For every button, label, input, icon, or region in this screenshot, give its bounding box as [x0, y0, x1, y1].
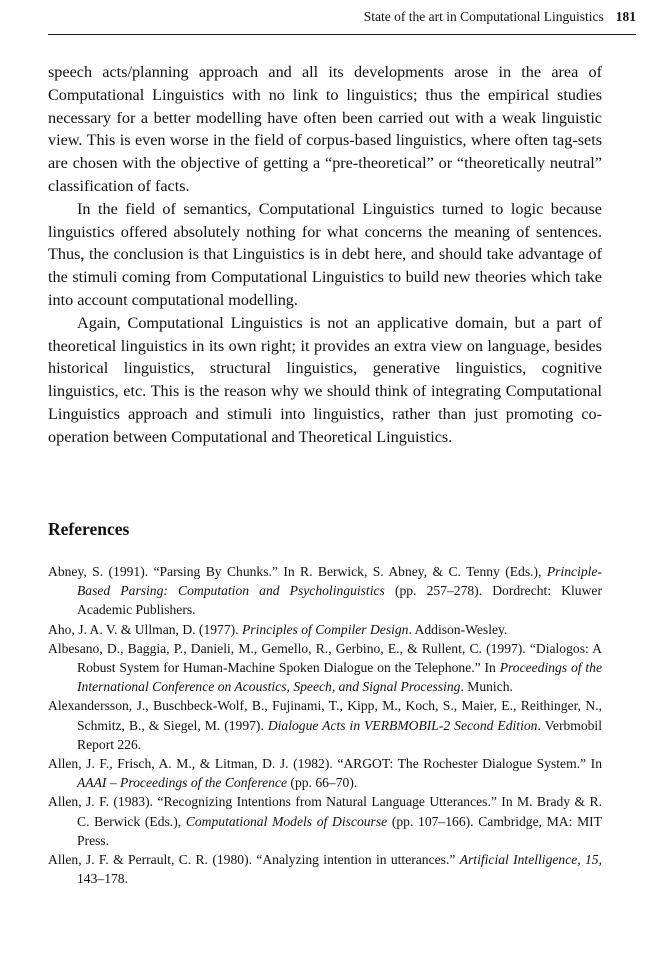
- reference-title: AAAI – Proceedings of the Conference: [77, 775, 288, 791]
- reference-entry: [48, 850, 602, 888]
- running-title: State of the art in Computational Linguistics: [363, 9, 604, 24]
- references-heading: References: [48, 519, 130, 539]
- reference-entry: [48, 620, 602, 639]
- reference-publisher: (pp. 107–166). Cambridge, MA: MIT Press.: [77, 813, 602, 848]
- reference-entry: [48, 754, 602, 792]
- paragraph: Again, Computational Linguistics is not an applicative domain, but a part of theoretical linguistics in its own right; it provides an extra view on language, besides historical linguistics, structural linguistics, generative linguistics, cognitive linguistics, etc. This is the reason why we should think of integrating Computational Linguistics approach and stimuli into linguistics, rather than just promoting co-operation between Computational and Theoretical Linguistics.: [48, 313, 602, 446]
- reference-entry: [48, 792, 602, 850]
- reference-publisher: (pp. 66–70).: [287, 775, 358, 791]
- reference-publisher: , 143–178.: [77, 852, 602, 887]
- body-text: [48, 61, 602, 449]
- reference-authors: Allen, J. F., Frisch, A. M., & Litman, D. J. (1982). “ARGOT: The Rochester Dialogue System.” In: [48, 756, 602, 772]
- reference-publisher: . Verbmobil Report 226.: [77, 717, 602, 752]
- reference-title: Principle-Based Parsing: Computation and Psycholinguistics: [77, 564, 602, 599]
- reference-authors: Albesano, D., Baggia, P., Danieli, M., Gemello, R., Gerbino, E., & Rullent, C. (1997). “Dialogos: A Robust System for Human-Machine Spoken Dialogue on the Telephone.” In: [48, 640, 602, 676]
- reference-authors: Abney, S. (1991). “Parsing By Chunks.” In R. Berwick, S. Abney, & C. Tenny (Eds.),: [48, 564, 547, 579]
- reference-authors: Allen, J. F. & Perrault, C. R. (1980). “Analyzing intention in utterances.”: [48, 852, 460, 868]
- reference-publisher: (pp. 257–278). Dordrecht: Kluwer Academic Publishers.: [77, 583, 602, 618]
- reference-title: Computational Models of Discourse: [185, 813, 388, 829]
- reference-title: Artificial Intelligence, 15: [459, 852, 599, 868]
- reference-authors: Alexandersson, J., Buschbeck-Wolf, B., Fujinami, T., Kipp, M., Koch, S., Maier, E., Reithinger, N., Schmitz, B., & Siegel, M. (1997).: [48, 698, 602, 733]
- reference-authors: Allen, J. F. (1983). “Recognizing Intentions from Natural Language Utterances.” In M. Brady & R. C. Berwick (Eds.),: [48, 794, 602, 829]
- reference-entry: [48, 562, 602, 620]
- page-number: 181: [615, 9, 636, 24]
- paragraph: speech acts/planning approach and all its developments arose in the area of Computational Linguistics with no link to linguistics; thus the empirical studies necessary for a better modelling have often been carried out with a weak linguistic view. This is even worse in the field of corpus-based linguistics, where often tag-sets are chosen with the objective of getting a “pre-theoretical” or “theoretically neutral” classification of facts.: [48, 63, 602, 195]
- reference-entry: [48, 696, 602, 754]
- reference-authors: Aho, J. A. V. & Ullman, D. (1977).: [48, 621, 242, 637]
- reference-title: Proceedings of the International Conference on Acoustics, Speech, and Signal Processing: [77, 660, 602, 695]
- running-header: [48, 6, 636, 35]
- paragraph: In the field of semantics, Computational Linguistics turned to logic because linguistics offered absolutely nothing for what concerns the meaning of sentences. Thus, the conclusion is that Linguistics is in debt here, and should take advantage of the stimuli coming from Computational Linguistics to build new theories which take into account computational modelling.: [48, 199, 602, 309]
- reference-entry: [48, 639, 602, 697]
- reference-title: Dialogue Acts in VERBMOBIL-2 Second Edition: [267, 717, 538, 733]
- reference-list: [48, 562, 602, 888]
- reference-title: Principles of Compiler Design: [241, 621, 409, 637]
- reference-publisher: . Addison-Wesley.: [408, 621, 508, 637]
- reference-publisher: . Munich.: [460, 679, 513, 695]
